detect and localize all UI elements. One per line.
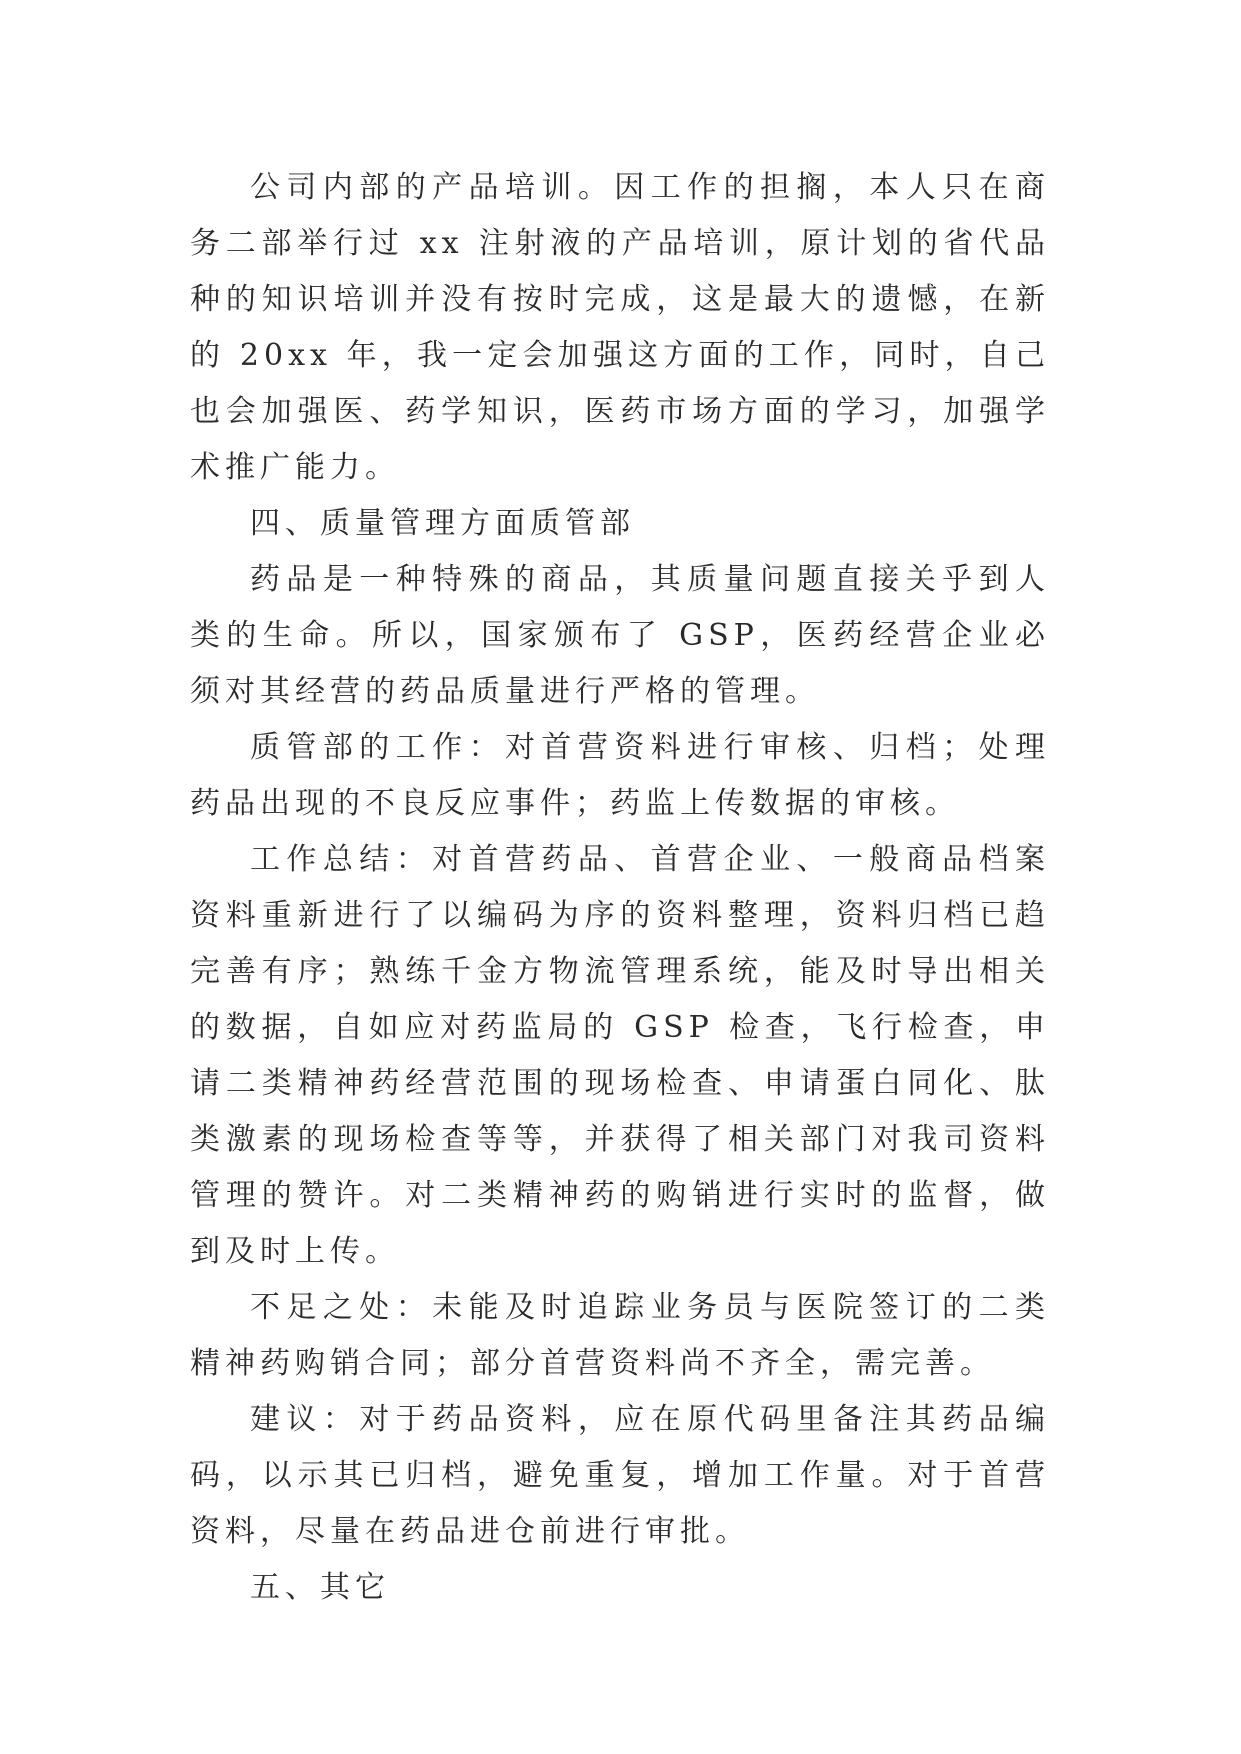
paragraph-shortcomings: 不足之处：未能及时追踪业务员与医院签订的二类精神药购销合同；部分首营资料尚不齐全，需完善。 (190, 1290, 1050, 1381)
document-body (190, 160, 1050, 1616)
paragraph-product-training: 公司内部的产品培训。因工作的担搁，本人只在商务二部举行过 xx 注射液的产品培训，原计划的省代品种的知识培训并没有按时完成，这是最大的遗憾，在新的 20xx 年，我一定会加强这方面的工作，同时，自己也会加强医、药学知识，医药市场方面的学习，加强学术推广能力。 (190, 170, 1050, 485)
paragraph-qa-duties: 质管部的工作：对首营资料进行审核、归档；处理药品出现的不良反应事件；药监上传数据的审核。 (190, 730, 1050, 821)
paragraph-work-summary: 工作总结：对首营药品、首营企业、一般商品档案资料重新进行了以编码为序的资料整理，资料归档已趋完善有序；熟练千金方物流管理系统，能及时导出相关的数据，自如应对药监局的 GSP 检查，飞行检查，申请二类精神药经营范围的现场检查、申请蛋白同化、肽类激素的现场检查等等，并获得了相关部门对我司资料管理的赞许。对二类精神药的购销进行实时的监督，做到及时上传。 (190, 842, 1050, 1269)
paragraph-suggestions: 建议：对于药品资料，应在原代码里备注其药品编码，以示其已归档，避免重复，增加工作量。对于首营资料，尽量在药品进仓前进行审批。 (190, 1402, 1050, 1549)
paragraph-gsp-intro: 药品是一种特殊的商品，其质量问题直接关乎到人类的生命。所以，国家颁布了 GSP，医药经营企业必须对其经营的药品质量进行严格的管理。 (190, 562, 1050, 709)
section-heading-quality-management: 四、质量管理方面质管部 (250, 506, 635, 541)
section-heading-others: 五、其它 (250, 1570, 390, 1605)
